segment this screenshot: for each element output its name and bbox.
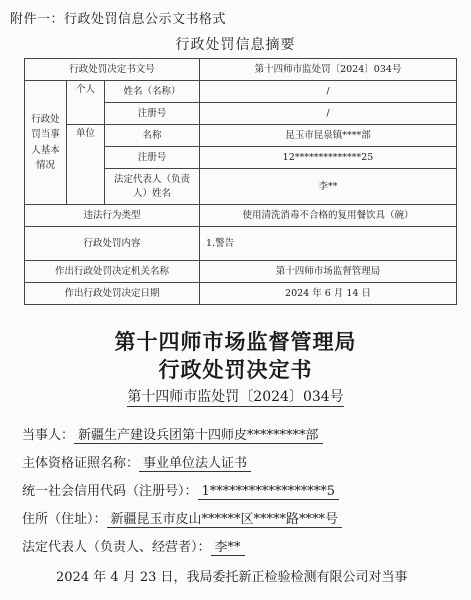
address-field xyxy=(22,508,462,536)
reg-no-label: 注册号 xyxy=(105,103,200,125)
table-row xyxy=(25,125,457,147)
rep-field xyxy=(22,536,462,564)
decision-title-authority: 第十四师市场监督管理局 xyxy=(114,329,357,354)
unit-label: 单位 xyxy=(67,125,105,205)
cert-value: 事业单位法人证书 xyxy=(139,456,251,472)
violation-value: 使用清洗消毒不合格的复用餐饮具（碗） xyxy=(200,205,457,227)
credit-value: 1******************5 xyxy=(198,484,340,500)
rep-label: 法定代表人（负责人）姓名 xyxy=(105,169,200,205)
attachment-heading: 附件一：行政处罚信息公示文书格式 xyxy=(10,12,227,27)
credit-field xyxy=(22,480,462,508)
date-label: 作出行政处罚决定日期 xyxy=(25,283,200,305)
rep-field-value: 李** xyxy=(211,540,245,556)
date-value: 2024 年 6 月 14 日 xyxy=(200,283,457,305)
body-paragraph: 2024 年 4 月 23 日，我局委托新正检验检测有限公司对当事 xyxy=(56,570,408,585)
summary-title: 行政处罚信息摘要 xyxy=(175,37,296,53)
party-value: 新疆生产建设兵团第十四师皮*********部 xyxy=(74,428,323,444)
penalty-summary-table xyxy=(24,58,457,305)
table-row xyxy=(25,59,457,81)
table-row xyxy=(25,283,457,305)
reg-no-value: / xyxy=(200,103,457,125)
table-row xyxy=(25,81,457,103)
name-value: / xyxy=(200,81,457,103)
rep-value: 李** xyxy=(200,169,457,205)
table-row xyxy=(25,205,457,227)
address-label: 住所（住址）： xyxy=(22,512,107,527)
address-value: 新疆昆玉市皮山******区*****路****号 xyxy=(107,512,343,528)
party-label: 当事人： xyxy=(22,428,75,443)
decision-no-value: 第十四师市监处罚〔2024〕034号 xyxy=(200,59,457,81)
decision-doc-number-text: 第十四师市监处罚〔2024〕034号 xyxy=(127,389,344,405)
penalty-label: 行政处罚内容 xyxy=(25,227,200,261)
unit-name-value: 昆玉市昆泉镇****部 xyxy=(200,125,457,147)
authority-value: 第十四师市场监督管理局 xyxy=(200,261,457,283)
credit-label: 统一社会信用代码（注册号）： xyxy=(22,484,198,499)
rep-field-label: 法定代表人（负责人、经营者）： xyxy=(22,540,211,555)
penalty-value: 1.警告 xyxy=(200,227,457,261)
decision-doc-number xyxy=(0,386,471,406)
individual-label: 个人 xyxy=(67,81,105,125)
table-row xyxy=(25,227,457,261)
table-row xyxy=(25,261,457,283)
cert-label: 主体资格证照名称： xyxy=(22,456,140,471)
party-field xyxy=(22,424,462,452)
name-label: 姓名（名称） xyxy=(105,81,200,103)
violation-label: 违法行为类型 xyxy=(25,205,200,227)
cert-field xyxy=(22,452,462,480)
decision-no-label: 行政处罚决定书文号 xyxy=(25,59,200,81)
unit-reg-value: 12**************25 xyxy=(200,147,457,169)
authority-label: 作出行政处罚决定机关名称 xyxy=(25,261,200,283)
unit-name-label: 名称 xyxy=(105,125,200,147)
decision-title-doc: 行政处罚决定书 xyxy=(158,357,313,382)
unit-reg-label: 注册号 xyxy=(105,147,200,169)
party-group-label: 行政处罚当事人基本情况 xyxy=(25,81,67,205)
party-fields xyxy=(22,424,462,564)
